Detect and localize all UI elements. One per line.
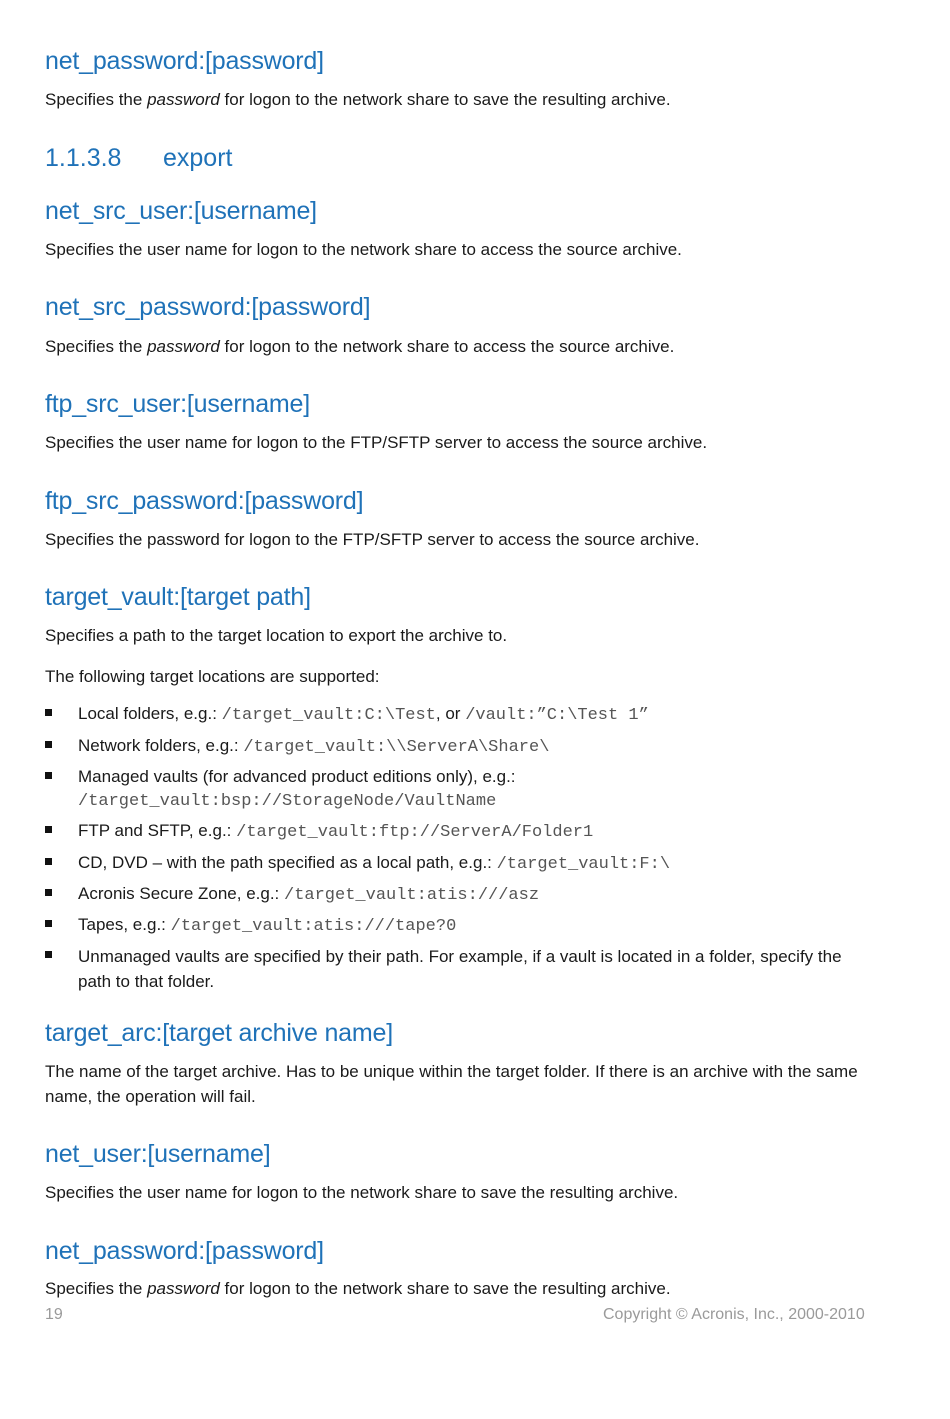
section-heading: target_vault:[target path] xyxy=(45,583,311,611)
bullet-icon xyxy=(45,772,52,779)
section-heading: ftp_src_user:[username] xyxy=(45,390,310,418)
page-number: 19 xyxy=(45,1306,63,1323)
section-description: Specifies the user name for logon to the network share to save the resulting archive. xyxy=(45,1183,679,1202)
section-description: Specifies the password for logon to the network share to save the resulting archive. xyxy=(45,1279,671,1298)
section-description: Specifies the user name for logon to the FTP/SFTP server to access the source archive. xyxy=(45,433,708,452)
bullet-icon xyxy=(45,826,52,833)
bullet-icon xyxy=(45,709,52,716)
section-description: Specifies the user name for logon to the network share to access the source archive. xyxy=(45,240,682,259)
bullet-icon xyxy=(45,889,52,896)
section-description: Specifies the password for logon to the network share to access the source archive. xyxy=(45,337,675,356)
section-heading: target_arc:[target archive name] xyxy=(45,1019,393,1047)
section-description: Specifies the password for logon to the network share to save the resulting archive. xyxy=(45,90,671,109)
section-heading: net_password:[password] xyxy=(45,1237,324,1265)
bullet-icon xyxy=(45,951,52,958)
section-heading: ftp_src_password:[password] xyxy=(45,487,364,515)
section-description: The name of the target archive. Has to be unique within the target folder. If there is an archive with the same name, the operation will fail. xyxy=(45,1062,858,1106)
section-description: Specifies a path to the target location to export the archive to. xyxy=(45,626,508,645)
bullet-icon xyxy=(45,920,52,927)
bullet-icon xyxy=(45,741,52,748)
section-description: Specifies the password for logon to the FTP/SFTP server to access the source archive. xyxy=(45,530,700,549)
section-heading: net_user:[username] xyxy=(45,1140,271,1168)
section-heading: net_password:[password] xyxy=(45,47,324,75)
chapter-heading: 1.1.3.8 export xyxy=(45,144,233,172)
section-description: The following target locations are supported: xyxy=(45,667,380,686)
section-heading: net_src_user:[username] xyxy=(45,197,317,225)
bullet-icon xyxy=(45,858,52,865)
copyright-notice: Copyright © Acronis, Inc., 2000-2010 xyxy=(603,1306,865,1323)
section-heading: net_src_password:[password] xyxy=(45,293,371,321)
